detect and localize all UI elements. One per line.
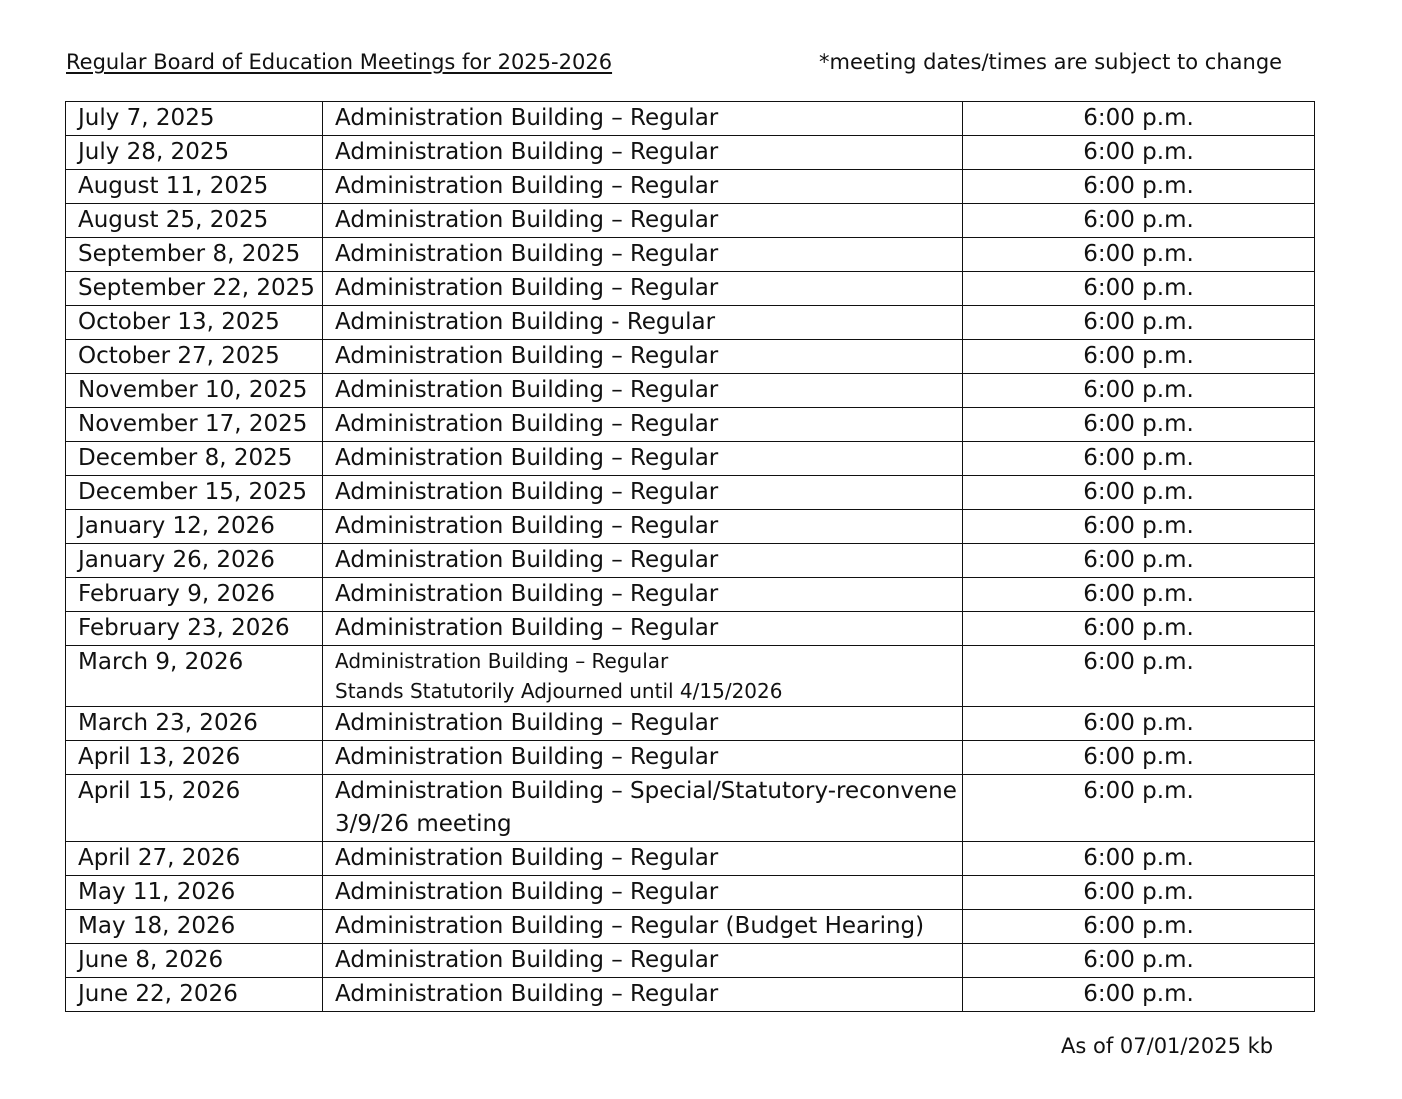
meeting-location-line: Administration Building – Regular (335, 479, 719, 505)
meeting-date: April 27, 2026 (66, 842, 323, 876)
meeting-location-line: Administration Building - Regular (335, 309, 716, 335)
meeting-time: 6:00 p.m. (963, 476, 1315, 510)
meeting-time: 6:00 p.m. (963, 340, 1315, 374)
meeting-location-line: Administration Building – Regular (335, 275, 719, 301)
meeting-schedule-table (65, 101, 1315, 1012)
meeting-location (323, 944, 963, 978)
meeting-location (323, 340, 963, 374)
meeting-date: February 9, 2026 (66, 578, 323, 612)
meeting-location-line: Administration Building – Regular (Budget Hearing) (335, 913, 925, 939)
meeting-date: March 9, 2026 (66, 646, 323, 707)
table-row (66, 944, 1315, 978)
meeting-location (323, 842, 963, 876)
meeting-location (323, 238, 963, 272)
meeting-time: 6:00 p.m. (963, 306, 1315, 340)
meeting-location (323, 775, 963, 842)
meeting-date: January 26, 2026 (66, 544, 323, 578)
meeting-location-line: Administration Building – Regular (335, 139, 719, 165)
meeting-location (323, 476, 963, 510)
meeting-date: December 8, 2025 (66, 442, 323, 476)
meeting-date: July 7, 2025 (66, 102, 323, 136)
revision-stamp: As of 07/01/2025 kb (1061, 1034, 1274, 1058)
meeting-location (323, 910, 963, 944)
meeting-date: May 18, 2026 (66, 910, 323, 944)
table-row (66, 476, 1315, 510)
meeting-time: 6:00 p.m. (963, 842, 1315, 876)
table-row (66, 910, 1315, 944)
meeting-time: 6:00 p.m. (963, 136, 1315, 170)
meeting-time: 6:00 p.m. (963, 876, 1315, 910)
meeting-location-line: Administration Building – Regular (335, 411, 719, 437)
table-row (66, 408, 1315, 442)
meeting-location (323, 876, 963, 910)
page-title: Regular Board of Education Meetings for 2025-2026 (66, 50, 613, 74)
table-row (66, 612, 1315, 646)
meeting-time: 6:00 p.m. (963, 408, 1315, 442)
meeting-date: March 23, 2026 (66, 707, 323, 741)
table-row (66, 775, 1315, 842)
table-row (66, 136, 1315, 170)
meeting-time: 6:00 p.m. (963, 102, 1315, 136)
meeting-date: August 11, 2025 (66, 170, 323, 204)
meeting-location (323, 646, 963, 707)
meeting-date: September 8, 2025 (66, 238, 323, 272)
meeting-time: 6:00 p.m. (963, 204, 1315, 238)
meeting-location (323, 306, 963, 340)
meeting-time: 6:00 p.m. (963, 442, 1315, 476)
table-row (66, 510, 1315, 544)
table-row (66, 544, 1315, 578)
meeting-date: December 15, 2025 (66, 476, 323, 510)
table-row (66, 842, 1315, 876)
meeting-location (323, 170, 963, 204)
meeting-date: August 25, 2025 (66, 204, 323, 238)
meeting-date: October 13, 2025 (66, 306, 323, 340)
meeting-location-line: Administration Building – Regular (335, 241, 719, 267)
meeting-date: February 23, 2026 (66, 612, 323, 646)
table-row (66, 204, 1315, 238)
meeting-schedule-body (66, 102, 1315, 1012)
meeting-time: 6:00 p.m. (963, 978, 1315, 1012)
meeting-time: 6:00 p.m. (963, 374, 1315, 408)
meeting-location (323, 707, 963, 741)
meeting-location (323, 578, 963, 612)
meeting-location-line: Administration Building – Regular (335, 445, 719, 471)
table-row (66, 978, 1315, 1012)
meeting-location (323, 544, 963, 578)
meeting-time: 6:00 p.m. (963, 910, 1315, 944)
table-row (66, 876, 1315, 910)
meeting-location-line: Administration Building – Regular (335, 173, 719, 199)
meeting-location-line: 3/9/26 meeting (335, 811, 512, 837)
meeting-location (323, 741, 963, 775)
table-row (66, 238, 1315, 272)
schedule-disclaimer: *meeting dates/times are subject to change (819, 50, 1283, 74)
meeting-date: January 12, 2026 (66, 510, 323, 544)
meeting-location-line: Administration Building – Regular (335, 947, 719, 973)
meeting-time: 6:00 p.m. (963, 944, 1315, 978)
meeting-location-line: Administration Building – Special/Statutory-reconvene (335, 778, 957, 804)
meeting-location (323, 136, 963, 170)
meeting-location-line: Administration Building – Regular (335, 207, 719, 233)
table-row (66, 646, 1315, 707)
meeting-location-line: Administration Building – Regular (335, 105, 719, 131)
meeting-date: April 15, 2026 (66, 775, 323, 842)
meeting-location-line: Administration Building – Regular (335, 845, 719, 871)
meeting-location-line: Stands Statutorily Adjourned until 4/15/2026 (335, 679, 783, 703)
meeting-time: 6:00 p.m. (963, 578, 1315, 612)
meeting-date: May 11, 2026 (66, 876, 323, 910)
table-row (66, 170, 1315, 204)
table-row (66, 442, 1315, 476)
meeting-date: July 28, 2025 (66, 136, 323, 170)
meeting-date: June 8, 2026 (66, 944, 323, 978)
table-row (66, 374, 1315, 408)
table-row (66, 707, 1315, 741)
document-header (66, 50, 1314, 80)
table-row (66, 741, 1315, 775)
meeting-location-line: Administration Building – Regular (335, 343, 719, 369)
meeting-location-line: Administration Building – Regular (335, 547, 719, 573)
meeting-date: September 22, 2025 (66, 272, 323, 306)
table-row (66, 102, 1315, 136)
meeting-location-line: Administration Building – Regular (335, 710, 719, 736)
table-row (66, 578, 1315, 612)
table-row (66, 272, 1315, 306)
meeting-location (323, 510, 963, 544)
meeting-location-line: Administration Building – Regular (335, 377, 719, 403)
table-row (66, 340, 1315, 374)
meeting-location-line: Administration Building – Regular (335, 581, 719, 607)
meeting-time: 6:00 p.m. (963, 238, 1315, 272)
meeting-time: 6:00 p.m. (963, 612, 1315, 646)
meeting-location-line: Administration Building – Regular (335, 981, 719, 1007)
meeting-time: 6:00 p.m. (963, 170, 1315, 204)
meeting-time: 6:00 p.m. (963, 544, 1315, 578)
meeting-date: June 22, 2026 (66, 978, 323, 1012)
table-row (66, 306, 1315, 340)
meeting-date: November 17, 2025 (66, 408, 323, 442)
meeting-time: 6:00 p.m. (963, 707, 1315, 741)
meeting-date: October 27, 2025 (66, 340, 323, 374)
meeting-location-line: Administration Building – Regular (335, 513, 719, 539)
meeting-location-line: Administration Building – Regular (335, 879, 719, 905)
meeting-date: November 10, 2025 (66, 374, 323, 408)
meeting-location-line: Administration Building – Regular (335, 615, 719, 641)
meeting-time: 6:00 p.m. (963, 775, 1315, 842)
meeting-location (323, 204, 963, 238)
meeting-time: 6:00 p.m. (963, 510, 1315, 544)
meeting-location (323, 408, 963, 442)
meeting-date: April 13, 2026 (66, 741, 323, 775)
meeting-location (323, 442, 963, 476)
meeting-location (323, 272, 963, 306)
meeting-location (323, 374, 963, 408)
meeting-location-line: Administration Building – Regular (335, 744, 719, 770)
meeting-location (323, 978, 963, 1012)
meeting-time: 6:00 p.m. (963, 741, 1315, 775)
meeting-location (323, 102, 963, 136)
meeting-location (323, 612, 963, 646)
meeting-time: 6:00 p.m. (963, 272, 1315, 306)
meeting-time: 6:00 p.m. (963, 646, 1315, 707)
meeting-location-line: Administration Building – Regular (335, 649, 669, 673)
